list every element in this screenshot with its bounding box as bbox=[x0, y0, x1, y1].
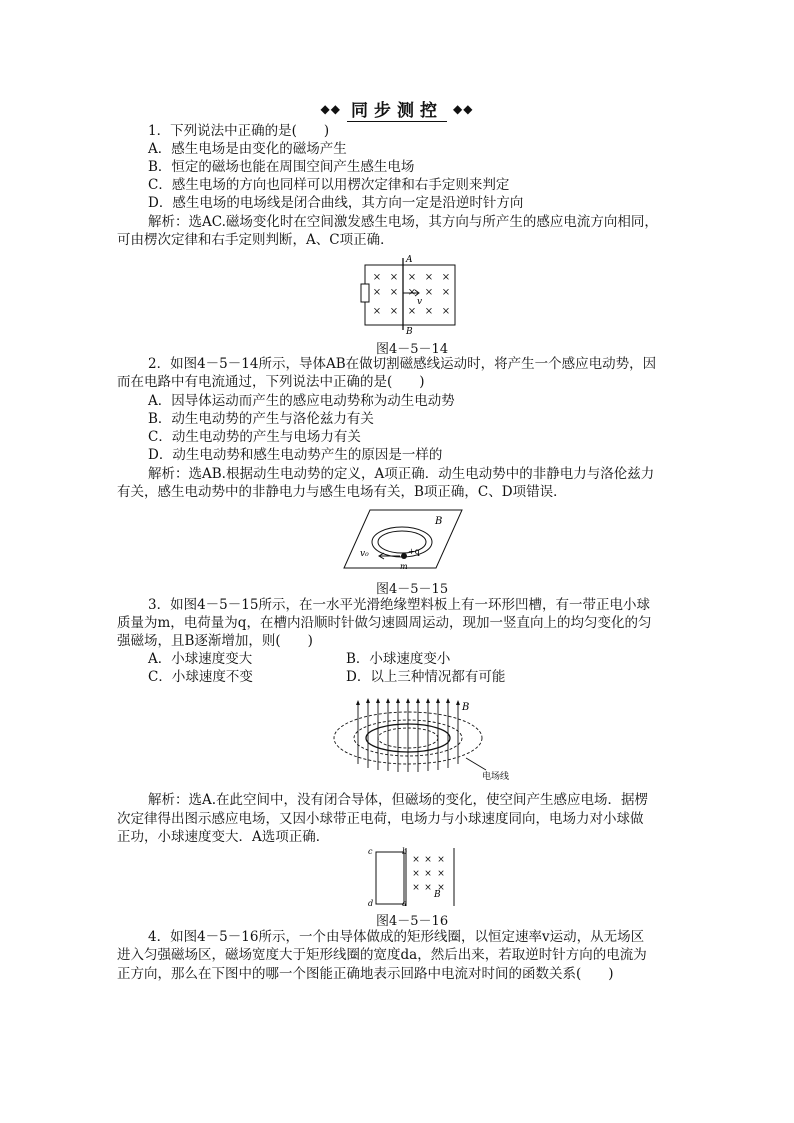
charged-ball bbox=[401, 553, 407, 559]
svg-text:×: × bbox=[424, 272, 434, 283]
figure-4-5-14 bbox=[356, 252, 464, 336]
resistor bbox=[361, 284, 369, 302]
q1-option-a: A．感生电场是由变化的磁场产生 bbox=[148, 141, 347, 157]
figure-caption-4-5-15: 图4－5－15 bbox=[376, 582, 449, 597]
pointer-line bbox=[466, 758, 486, 770]
q3-stem-line3: 强磁场，且B逐渐增加，则( ) bbox=[117, 633, 313, 649]
svg-text:×: × bbox=[424, 287, 434, 298]
section-header bbox=[0, 96, 794, 122]
q2-analysis-line2: 有关，感生电动势中的非静电力与感生电场有关，B项正确，C、D项错误． bbox=[117, 484, 567, 500]
label-field-b: B bbox=[434, 890, 441, 900]
label-b: b bbox=[402, 847, 408, 856]
svg-text:×: × bbox=[412, 855, 420, 865]
svg-text:×: × bbox=[372, 287, 382, 298]
q1-option-c: C．感生电场的方向也同样可以用楞次定律和右手定则来判定 bbox=[148, 177, 510, 193]
svg-text:×: × bbox=[412, 883, 420, 893]
label-d: d bbox=[368, 899, 374, 908]
b-cross: × bbox=[372, 272, 382, 283]
svg-text:×: × bbox=[424, 306, 434, 317]
svg-text:×: × bbox=[441, 306, 451, 317]
q2-option-d: D．动生电动势和感生电动势产生的原因是一样的 bbox=[148, 447, 443, 463]
q3-stem-line1: 3．如图4－5－15所示，在一水平光滑绝缘塑料板上有一环形凹槽，有一带正电小球 bbox=[148, 597, 650, 613]
q2-option-a: A．因导体运动而产生的感应电动势称为动生电动势 bbox=[148, 393, 455, 409]
svg-text:×: × bbox=[424, 883, 432, 893]
svg-text:×: × bbox=[441, 272, 451, 283]
header-decoration-left: ◆◆ bbox=[320, 102, 341, 116]
q2-option-b: B．动生电动势的产生与洛伦兹力有关 bbox=[148, 411, 374, 427]
q3-option-c: C．小球速度不变 bbox=[148, 669, 253, 685]
figure-4-5-16 bbox=[364, 846, 460, 908]
q1-option-b: B．恒定的磁场也能在周围空间产生感生电场 bbox=[148, 159, 415, 175]
svg-text:×: × bbox=[389, 287, 399, 298]
label-electric-field-lines: 电场线 bbox=[482, 772, 510, 782]
svg-text:×: × bbox=[372, 306, 382, 317]
label-b: B bbox=[462, 702, 470, 713]
label-b: B bbox=[406, 327, 413, 336]
q3-analysis-line3: 正功，小球速度变大．A选项正确． bbox=[117, 829, 330, 845]
svg-text:×: × bbox=[424, 855, 432, 865]
figure-caption-4-5-14: 图4－5－14 bbox=[376, 342, 449, 357]
q4-stem-line3: 正方向，那么在下图中的哪一个图能正确地表示回路中电流对时间的函数关系( ) bbox=[117, 966, 614, 982]
label-c: c bbox=[368, 847, 373, 856]
svg-text:×: × bbox=[407, 272, 417, 283]
svg-text:×: × bbox=[407, 287, 417, 298]
svg-text:×: × bbox=[437, 869, 445, 879]
svg-text:×: × bbox=[389, 306, 399, 317]
label-v: v bbox=[417, 297, 423, 307]
plastic-board bbox=[344, 510, 462, 568]
q1-option-d: D．感生电场的电场线是闭合曲线，其方向一定是沿逆时针方向 bbox=[148, 195, 524, 211]
label-m: m bbox=[400, 562, 408, 571]
section-title: 同步测控 bbox=[347, 96, 447, 122]
q3-analysis-line2: 次定律得出图示感应电场，又因小球带正电荷，电场力与小球速度同向，电场力对小球做 bbox=[117, 811, 644, 827]
q2-stem-line2: 而在电路中有电流通过，下列说法中正确的是( ) bbox=[117, 374, 425, 390]
q4-stem-line1: 4．如图4－5－16所示，一个由导体做成的矩形线圈，以恒定速率v运动，从无场区 bbox=[148, 929, 645, 945]
svg-text:×: × bbox=[441, 287, 451, 298]
label-a: a bbox=[402, 899, 407, 908]
svg-text:×: × bbox=[389, 272, 399, 283]
q2-option-c: C．动生电动势的产生与电场力有关 bbox=[148, 429, 361, 445]
label-b: B bbox=[435, 516, 443, 527]
q3-option-a: A．小球速度变大 bbox=[148, 651, 253, 667]
figure-4-5-15 bbox=[340, 506, 464, 574]
label-q: +q bbox=[408, 547, 420, 556]
q3-analysis-line1: 解析：选A.在此空间中，没有闭合导体，但磁场的变化，使空间产生感应电场．据楞 bbox=[148, 792, 649, 808]
q3-option-d: D．以上三种情况都有可能 bbox=[346, 669, 506, 685]
q1-analysis-line2: 可由楞次定律和右手定则判断，A、C项正确． bbox=[117, 232, 394, 248]
figure-caption-4-5-16: 图4－5－16 bbox=[376, 914, 449, 929]
svg-text:×: × bbox=[407, 306, 417, 317]
q3-option-b: B．小球速度变小 bbox=[346, 651, 451, 667]
q2-stem-line1: 2．如图4－5－14所示，导体AB在做切割磁感线运动时，将产生一个感应电动势，因 bbox=[148, 356, 657, 372]
q1-stem: 1．下列说法中正确的是( ) bbox=[148, 123, 330, 139]
rectangular-coil bbox=[376, 852, 404, 904]
q4-stem-line2: 进入匀强磁场区，磁场宽度大于矩形线圈的宽度da，然后出来，若取逆时针方向的电流为 bbox=[117, 947, 647, 963]
q3-stem-line2: 质量为m，电荷量为q，在槽内沿顺时针做匀速圆周运动，现加一竖直向上的均匀变化的匀 bbox=[117, 615, 652, 631]
svg-text:×: × bbox=[412, 869, 420, 879]
q2-analysis-line1: 解析：选AB.根据动生电动势的定义，A项正确．动生电动势中的非静电力与洛伦兹力 bbox=[148, 466, 655, 482]
label-v0: v₀ bbox=[360, 549, 369, 559]
q1-analysis-line1: 解析：选AC.磁场变化时在空间激发感生电场，其方向与所产生的感应电流方向相同， bbox=[148, 214, 658, 230]
svg-text:×: × bbox=[437, 855, 445, 865]
header-decoration-right: ◆◆ bbox=[453, 102, 474, 116]
label-a: A bbox=[406, 255, 413, 265]
svg-text:×: × bbox=[437, 883, 445, 893]
svg-text:×: × bbox=[424, 869, 432, 879]
figure-induced-field bbox=[316, 696, 516, 782]
